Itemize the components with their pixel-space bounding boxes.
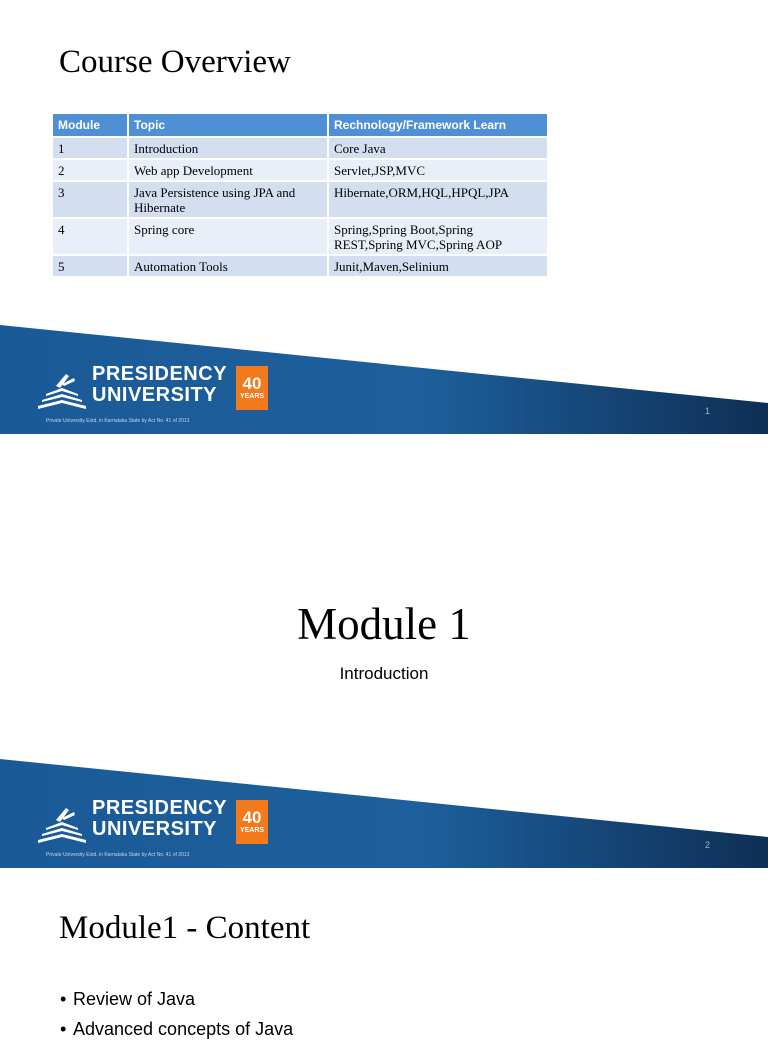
logo-line-university: UNIVERSITY	[92, 384, 218, 406]
table-row	[53, 137, 548, 159]
bullet-icon: •	[60, 1019, 67, 1039]
cell-topic: Web app Development	[128, 159, 328, 181]
logo-line-presidency: PRESIDENCY	[92, 797, 228, 819]
cell-technology: Junit,Maven,Selinium	[328, 255, 548, 276]
logo-tagline: Private University Estd. in Karnataka State by Act No. 41 of 2013	[46, 852, 190, 858]
anniversary-badge	[236, 366, 268, 410]
table-row	[53, 255, 548, 276]
presidency-university-logo	[36, 798, 276, 862]
bullet-list	[60, 984, 293, 1044]
cell-module: 5	[53, 255, 128, 276]
header-topic: Topic	[128, 114, 328, 137]
anniversary-badge	[236, 800, 268, 844]
logo-line-university: UNIVERSITY	[92, 818, 218, 840]
logo-wordmark	[92, 364, 227, 406]
course-overview-table	[53, 114, 549, 276]
header-module: Module	[53, 114, 128, 137]
bullet-text: Review of Java	[73, 989, 196, 1009]
cell-module: 4	[53, 218, 128, 255]
list-item	[60, 1014, 293, 1044]
logo-tagline: Private University Estd. in Karnataka State by Act No. 41 of 2013	[46, 418, 190, 424]
slide-title: Course Overview	[59, 44, 291, 80]
cell-topic: Introduction	[128, 137, 328, 159]
cell-technology: Servlet,JSP,MVC	[328, 159, 548, 181]
cell-topic: Automation Tools	[128, 255, 328, 276]
cell-topic: Spring core	[128, 218, 328, 255]
logo-line-presidency: PRESIDENCY	[92, 363, 228, 385]
slide-title: Module1 - Content	[59, 910, 311, 946]
book-emblem-icon	[36, 804, 88, 846]
slide-1	[0, 0, 768, 434]
slide-number: 2	[704, 840, 710, 850]
cell-technology: Core Java	[328, 137, 548, 159]
table-row	[53, 218, 548, 255]
slide-subtitle: Introduction	[339, 664, 429, 683]
logo-wordmark	[92, 798, 227, 840]
table-row	[53, 181, 548, 218]
cell-topic: Java Persistence using JPA and Hibernate	[128, 181, 328, 218]
anniversary-number: 40	[242, 808, 262, 827]
anniversary-text: YEARS	[239, 827, 265, 834]
presidency-university-logo	[36, 364, 276, 428]
cell-technology: Spring,Spring Boot,Spring REST,Spring MVC,Spring AOP	[328, 218, 548, 255]
table-row	[53, 159, 548, 181]
book-emblem-icon	[36, 370, 88, 412]
slide-title: Module 1	[297, 599, 471, 649]
cell-module: 1	[53, 137, 128, 159]
cell-module: 3	[53, 181, 128, 218]
slide-3	[0, 868, 768, 1039]
anniversary-number: 40	[242, 374, 262, 393]
list-item	[60, 984, 293, 1014]
slide-number: 1	[704, 406, 710, 416]
header-technology: Rechnology/Framework Learn	[328, 114, 548, 137]
table-header-row	[53, 114, 548, 137]
bullet-icon: •	[60, 989, 67, 1009]
cell-module: 2	[53, 159, 128, 181]
anniversary-text: YEARS	[239, 393, 265, 400]
slide-2	[0, 434, 768, 868]
bullet-text: Advanced concepts of Java	[73, 1019, 294, 1039]
cell-technology: Hibernate,ORM,HQL,HPQL,JPA	[328, 181, 548, 218]
